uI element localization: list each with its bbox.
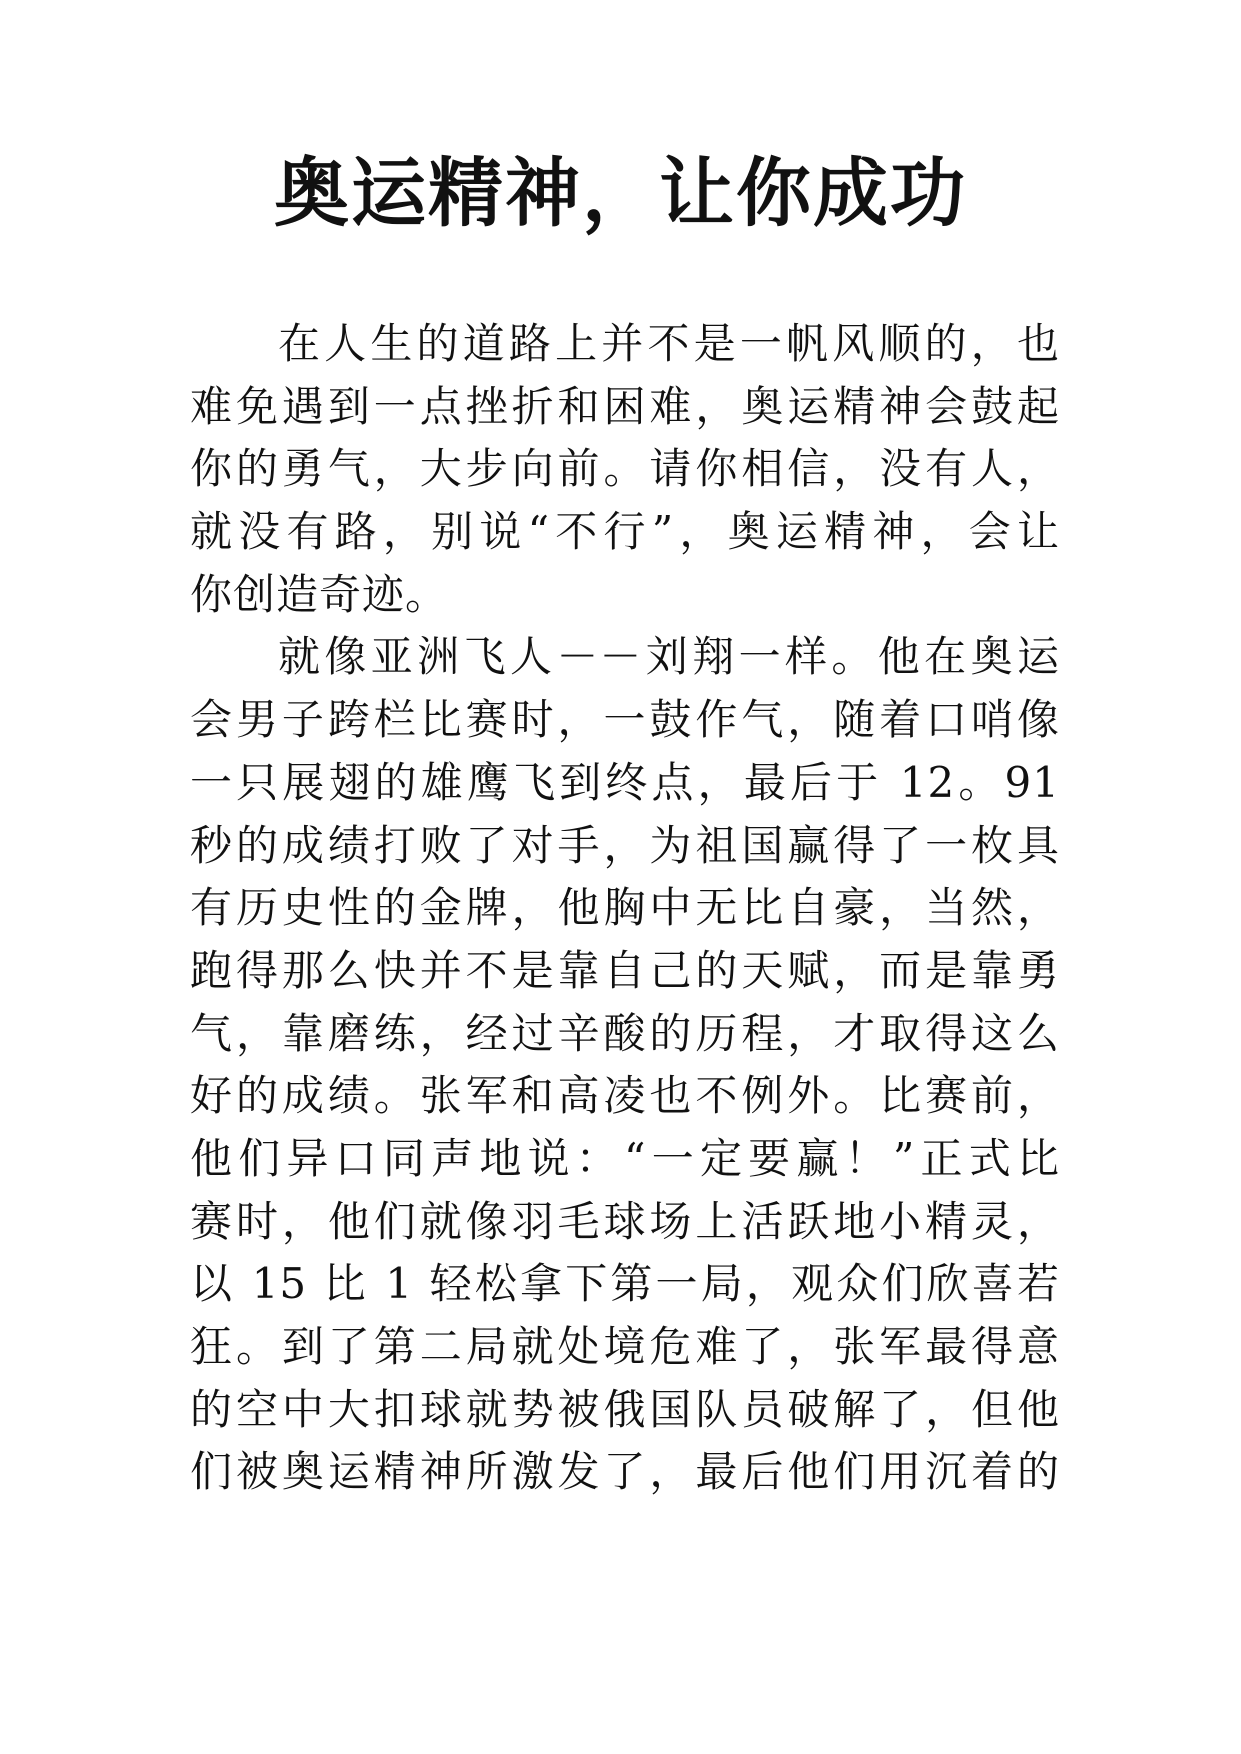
document-body xyxy=(190,313,1060,1504)
text-line: 以 15 比 1 轻松拿下第一局，观众们欣喜若 xyxy=(190,1259,1060,1309)
text-line: 会男子跨栏比赛时，一鼓作气，随着口哨像 xyxy=(190,695,1060,745)
text-line: 他们异口同声地说：“一定要赢！”正式比 xyxy=(190,1133,1060,1183)
text-line: 好的成绩。张军和高凌也不例外。比赛前， xyxy=(190,1071,1060,1121)
text-line: 气，靠磨练，经过辛酸的历程，才取得这么 xyxy=(190,1008,1060,1058)
text-line: 在人生的道路上并不是一帆风顺的，也 xyxy=(278,319,1060,368)
document-title: 奥运精神，让你成功 xyxy=(273,149,967,237)
text-line: 一只展翅的雄鹰飞到终点，最后于 12。91 xyxy=(190,757,1060,807)
text-line: 你的勇气，大步向前。请你相信，没有人， xyxy=(190,444,1060,494)
text-line: 有历史性的金牌，他胸中无比自豪，当然， xyxy=(190,883,1060,933)
text-line: 狂。到了第二局就处境危难了，张军最得意 xyxy=(190,1322,1060,1371)
text-line: 你创造奇迹。 xyxy=(190,569,449,619)
text-line: 难免遇到一点挫折和困难，奥运精神会鼓起 xyxy=(190,381,1060,431)
text-line: 的空中大扣球就势被俄国队员破解了，但他 xyxy=(190,1384,1060,1434)
text-line: 秒的成绩打败了对手，为祖国赢得了一枚具 xyxy=(190,820,1060,870)
paragraph-2 xyxy=(190,626,1060,1504)
text-line: 们被奥运精神所激发了，最后他们用沉着的 xyxy=(190,1447,1060,1497)
paragraph-1 xyxy=(190,313,1060,626)
text-line: 赛时，他们就像羽毛球场上活跃地小精灵， xyxy=(190,1196,1060,1246)
text-line: 就像亚洲飞人－－刘翔一样。他在奥运 xyxy=(278,632,1060,682)
text-line: 就没有路，别说“不行”，奥运精神，会让 xyxy=(190,507,1060,557)
text-line: 跑得那么快并不是靠自己的天赋，而是靠勇 xyxy=(190,945,1060,995)
